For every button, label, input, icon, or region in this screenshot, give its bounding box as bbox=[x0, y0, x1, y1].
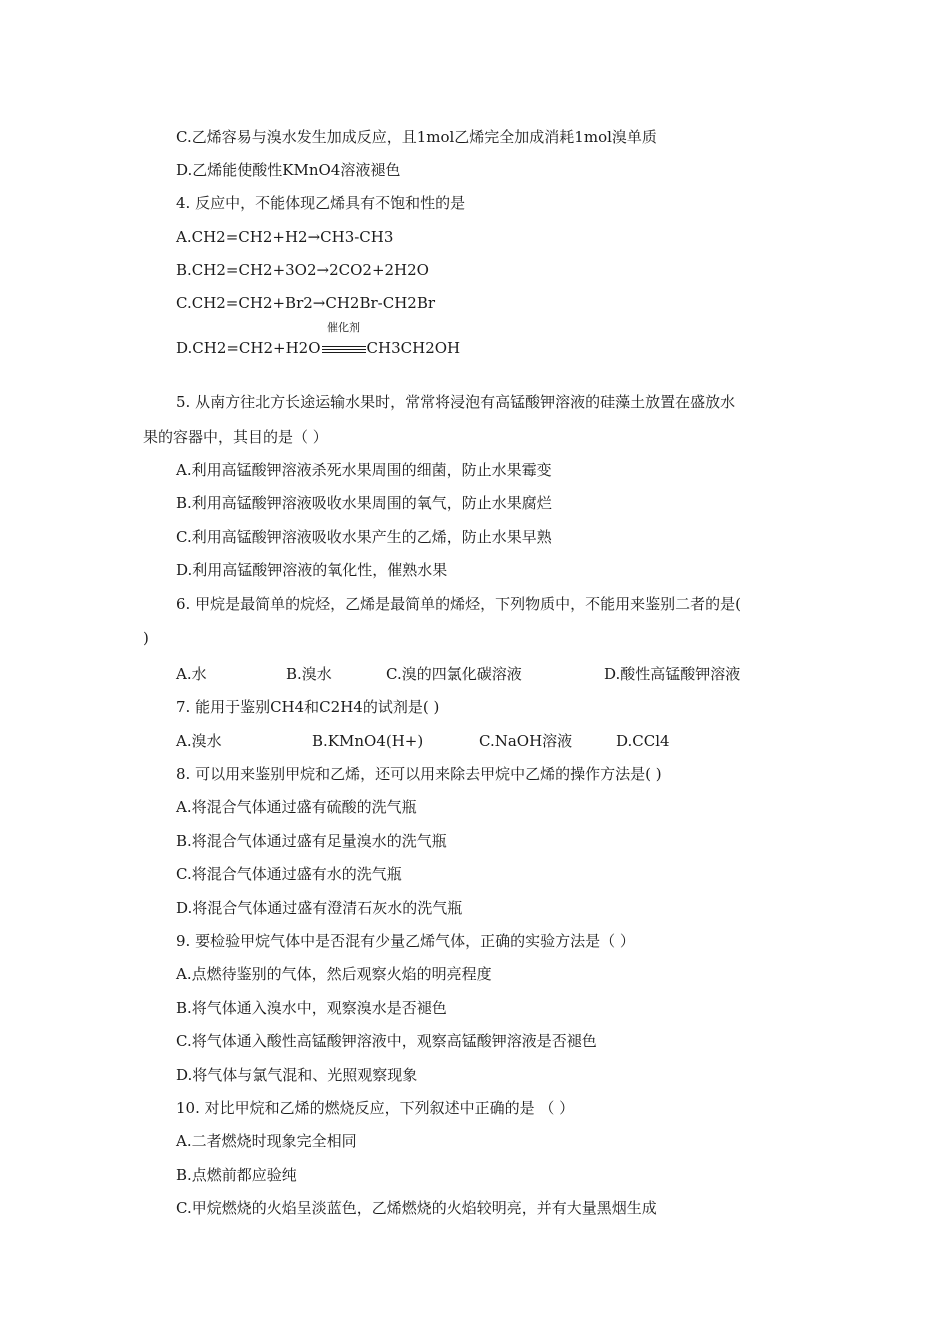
question-8-stem: 8. 可以用来鉴别甲烷和乙烯，还可以用来除去甲烷中乙烯的操作方法是( ) bbox=[176, 765, 662, 783]
option-8c: C.将混合气体通过盛有水的洗气瓶 bbox=[176, 865, 402, 883]
question-10-stem: 10. 对比甲烷和乙烯的燃烧反应，下列叙述中正确的是 （ ） bbox=[176, 1099, 575, 1117]
option-6c: C.溴的四氯化碳溶液 bbox=[386, 665, 522, 683]
catalyst-label: 催化剂 bbox=[327, 321, 361, 334]
option-10c: C.甲烷燃烧的火焰呈淡蓝色，乙烯燃烧的火焰较明亮，并有大量黑烟生成 bbox=[176, 1199, 657, 1217]
option-4c: C.CH2=CH2+Br2→CH2Br-CH2Br bbox=[176, 294, 436, 312]
option-9c: C.将气体通入酸性高锰酸钾溶液中，观察高锰酸钾溶液是否褪色 bbox=[176, 1032, 597, 1050]
question-5-stem-line1: 5. 从南方往北方长途运输水果时，常常将浸泡有高锰酸钾溶液的硅藻土放置在盛放水 bbox=[176, 393, 736, 411]
question-7-stem: 7. 能用于鉴别CH4和C2H4的试剂是( ) bbox=[176, 698, 440, 716]
catalyst-equals-sign bbox=[322, 321, 366, 358]
option-5d: D.利用高锰酸钾溶液的氧化性，催熟水果 bbox=[176, 561, 448, 579]
option-4a: A.CH2=CH2+H2→CH3-CH3 bbox=[176, 228, 394, 246]
option-7a: A.溴水 bbox=[176, 732, 222, 750]
question-9-stem: 9. 要检验甲烷气体中是否混有少量乙烯气体，正确的实验方法是（ ） bbox=[176, 932, 635, 950]
question-6-stem-line2: ) bbox=[143, 629, 149, 647]
option-3d: D.乙烯能使酸性KMnO4溶液褪色 bbox=[176, 161, 401, 179]
option-10b: B.点燃前都应验纯 bbox=[176, 1166, 297, 1184]
option-5b: B.利用高锰酸钾溶液吸收水果周围的氧气，防止水果腐烂 bbox=[176, 494, 552, 512]
option-6b: B.溴水 bbox=[286, 665, 332, 683]
question-4-stem: 4. 反应中，不能体现乙烯具有不饱和性的是 bbox=[176, 194, 466, 212]
option-7d: D.CCl4 bbox=[616, 732, 670, 750]
option-4d bbox=[176, 321, 461, 358]
option-6d: D.酸性高锰酸钾溶液 bbox=[604, 665, 741, 683]
option-9a: A.点燃待鉴别的气体，然后观察火焰的明亮程度 bbox=[176, 965, 492, 983]
option-3c: C.乙烯容易与溴水发生加成反应，且1mol乙烯完全加成消耗1mol溴单质 bbox=[176, 128, 657, 146]
question-5-stem-line2: 果的容器中，其目的是（ ） bbox=[143, 428, 328, 446]
option-5c: C.利用高锰酸钾溶液吸收水果产生的乙烯，防止水果早熟 bbox=[176, 528, 552, 546]
option-7b: B.KMnO4(H+) bbox=[312, 732, 424, 750]
option-9d: D.将气体与氯气混和、光照观察现象 bbox=[176, 1066, 418, 1084]
option-4d-reactants: D.CH2=CH2+H2O bbox=[176, 339, 321, 357]
question-6-stem-line1: 6. 甲烷是最简单的烷烃，乙烯是最简单的烯烃，下列物质中，不能用来鉴别二者的是( bbox=[176, 595, 741, 613]
option-6a: A.水 bbox=[176, 665, 207, 683]
option-8d: D.将混合气体通过盛有澄清石灰水的洗气瓶 bbox=[176, 899, 463, 917]
option-10a: A.二者燃烧时现象完全相同 bbox=[176, 1132, 357, 1150]
option-9b: B.将气体通入溴水中，观察溴水是否褪色 bbox=[176, 999, 447, 1017]
option-4b: B.CH2=CH2+3O2→2CO2+2H2O bbox=[176, 261, 429, 279]
option-5a: A.利用高锰酸钾溶液杀死水果周围的细菌，防止水果霉变 bbox=[176, 461, 552, 479]
option-4d-product: CH3CH2OH bbox=[366, 339, 461, 357]
option-7c: C.NaOH溶液 bbox=[479, 732, 573, 750]
option-8a: A.将混合气体通过盛有硫酸的洗气瓶 bbox=[176, 798, 417, 816]
option-8b: B.将混合气体通过盛有足量溴水的洗气瓶 bbox=[176, 832, 447, 850]
